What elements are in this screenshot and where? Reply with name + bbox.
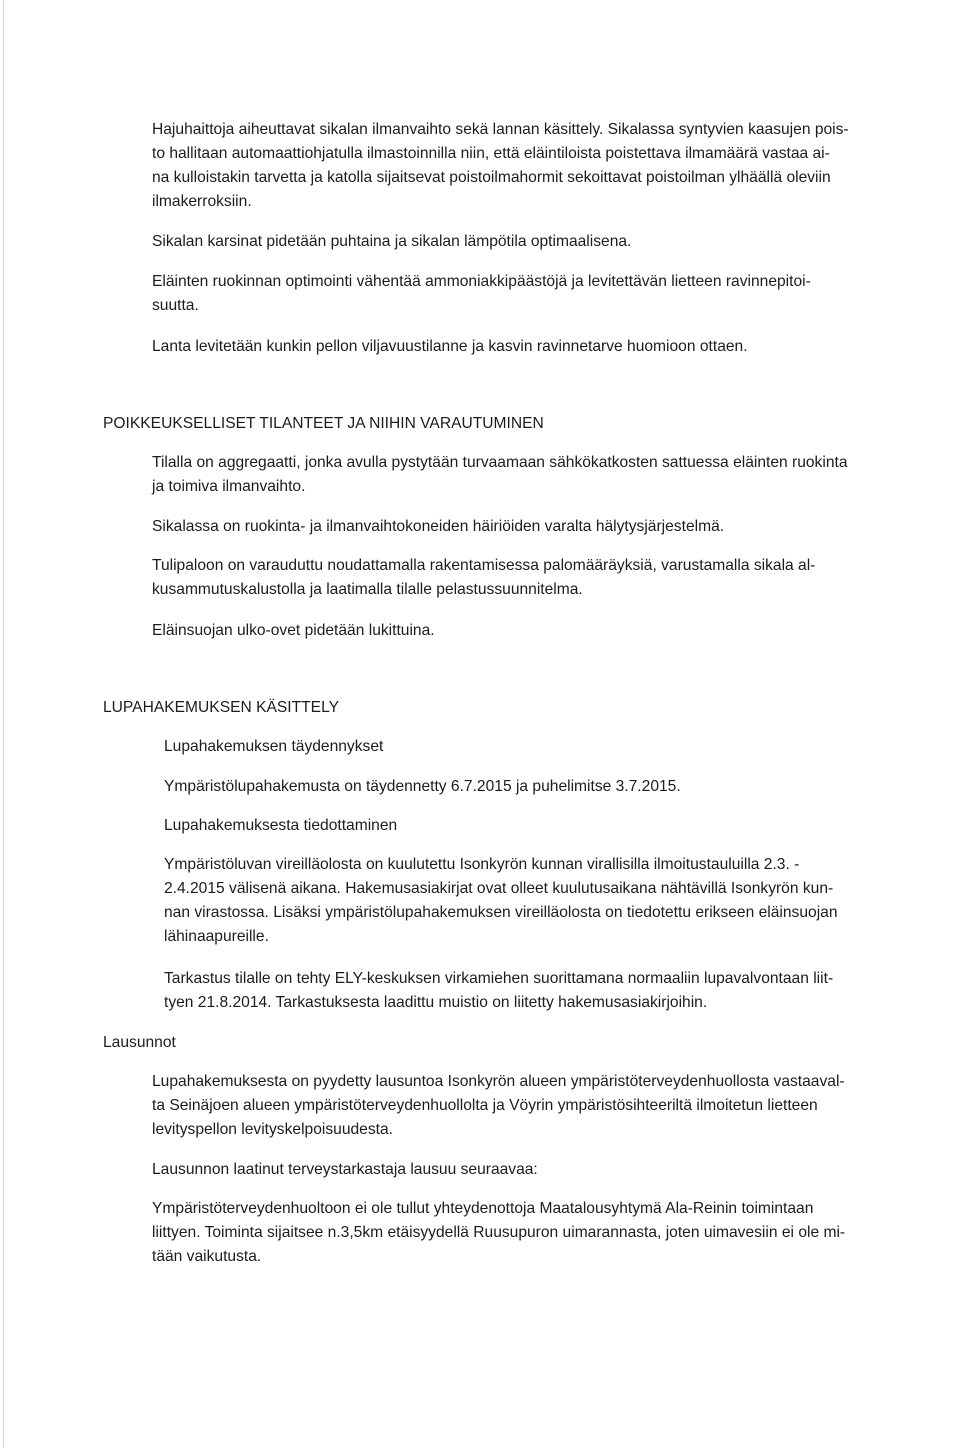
fire-paragraph — [152, 554, 815, 602]
inspection-line: Tarkastus tilalle on tehty ELY-keskuksen virkamiehen suorittamana normaaliin lupavalvontaan liit- — [164, 970, 834, 987]
generator-line: ja toimiva ilmanvaihto. — [152, 478, 306, 495]
exceptional-heading: POIKKEUKSELLISET TILANTEET JA NIIHIN VARAUTUMINEN — [103, 415, 544, 432]
alarm-paragraph — [152, 515, 724, 539]
manure-paragraph — [152, 335, 748, 359]
supplements-paragraph — [164, 775, 681, 799]
generator-paragraph — [152, 451, 848, 499]
feeding-paragraph — [152, 270, 811, 318]
health-paragraph — [152, 1197, 845, 1269]
doors-paragraph — [152, 619, 435, 643]
processing-heading: LUPAHAKEMUKSEN KÄSITTELY — [103, 699, 339, 716]
notice-line: lähinaapureille. — [164, 928, 269, 945]
odor-line: ilmakerroksiin. — [152, 193, 252, 210]
inspection-paragraph — [164, 967, 833, 1015]
supplements-subheading-text: Lupahakemuksen täydennykset — [164, 738, 384, 755]
feeding-line: Eläinten ruokinnan optimointi vähentää ammoniakkipäästöjä ja levitettävän lietteen ravinnepitoi- — [152, 273, 811, 290]
alarm-line: Sikalassa on ruokinta- ja ilmanvaihtokoneiden häiriöiden varalta hälytysjärjestelmä. — [152, 518, 725, 535]
pens-paragraph — [152, 230, 631, 254]
odor-paragraph — [152, 118, 849, 214]
notice-subheading-text: Lupahakemuksesta tiedottaminen — [164, 817, 398, 834]
request-line: Lupahakemuksesta on pyydetty lausuntoa Isonkyrön alueen ympäristöterveydenhuollosta vastaaval- — [152, 1073, 845, 1090]
generator-line: Tilalla on aggregaatti, jonka avulla pystytään turvaamaan sähkökatkosten sattuessa eläinten ruokinta — [152, 454, 848, 471]
feeding-line: suutta. — [152, 297, 199, 314]
inspector-paragraph — [152, 1158, 538, 1182]
fire-line: Tulipaloon on varauduttu noudattamalla rakentamisessa palomääräyksiä, varustamalla sikala al- — [152, 557, 816, 574]
notice-paragraph — [164, 853, 838, 949]
request-line: ta Seinäjoen alueen ympäristöterveydenhuollolta ja Vöyrin ympäristösihteeriltä ilmoitetun lietteen — [152, 1097, 818, 1114]
health-line: tään vaikutusta. — [152, 1248, 262, 1265]
health-line: liittyen. Toiminta sijaitsee n.3,5km etäisyydellä Ruusupuron uimarannasta, joten uimavesiin ei ole mi- — [152, 1224, 846, 1241]
scan-edge-line — [3, 0, 4, 1448]
odor-line: na kulloistakin tarvetta ja katolla sijaitsevat poistoilmahormit sekoittavat poistoilman ylhäällä oleviin — [152, 169, 831, 186]
inspector-line: Lausunnon laatinut terveystarkastaja lausuu seuraavaa: — [152, 1161, 538, 1178]
manure-line: Lanta levitetään kunkin pellon viljavuustilanne ja kasvin ravinnetarve huomioon ottaen. — [152, 338, 748, 355]
request-line: levityspellon levityskelpoisuudesta. — [152, 1121, 393, 1138]
notice-line: 2.4.2015 välisenä aikana. Hakemusasiakirjat ovat olleet kuulutusaikana nähtävillä Isonkyrön kun- — [164, 880, 834, 897]
inspection-line: tyen 21.8.2014. Tarkastuksesta laadittu muistio on liitetty hakemusasiakirjoihin. — [164, 994, 708, 1011]
request-paragraph — [152, 1070, 845, 1142]
fire-line: kusammutuskalustolla ja laatimalla tilalle pelastussuunnitelma. — [152, 581, 583, 598]
pens-line: Sikalan karsinat pidetään puhtaina ja sikalan lämpötila optimaalisena. — [152, 233, 632, 250]
notice-line: Ympäristöluvan vireilläolosta on kuulutettu Isonkyrön kunnan virallisilla ilmoitustauluilla 2.3. - — [164, 856, 800, 873]
odor-line: to hallitaan automaattiohjatulla ilmastoinnilla niin, että eläintiloista poistettava ilmamäärä vastaa ai- — [152, 145, 830, 162]
statements-label: Lausunnot — [103, 1034, 176, 1051]
notice-subheading — [164, 814, 397, 838]
doors-line: Eläinsuojan ulko-ovet pidetään lukittuina. — [152, 622, 435, 639]
odor-line: Hajuhaittoja aiheuttavat sikalan ilmanvaihto sekä lannan käsittely. Sikalassa syntyvien kaasujen pois- — [152, 121, 849, 138]
health-line: Ympäristöterveydenhuoltoon ei ole tullut yhteydenottoja Maatalousyhtymä Ala-Reinin toimintaan — [152, 1200, 814, 1217]
supplements-subheading — [164, 735, 383, 759]
supplements-line: Ympäristölupahakemusta on täydennetty 6.7.2015 ja puhelimitse 3.7.2015. — [164, 778, 681, 795]
notice-line: nan virastossa. Lisäksi ympäristölupahakemuksen vireilläolosta on tiedotettu erikseen eläinsuojan — [164, 904, 838, 921]
